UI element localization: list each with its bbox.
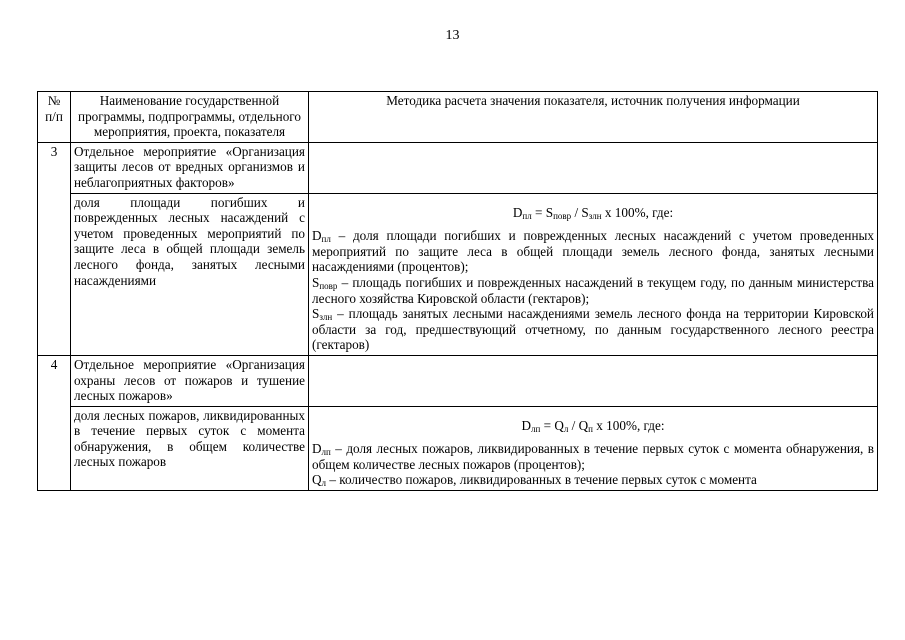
def-symbol: D bbox=[312, 441, 322, 457]
formula-denominator-sub: злн bbox=[588, 210, 602, 221]
table-row-activity bbox=[38, 142, 878, 193]
activity-method-empty bbox=[309, 355, 878, 406]
indicator-method bbox=[309, 406, 878, 491]
formula-definitions bbox=[312, 228, 874, 353]
def-symbol: S bbox=[312, 306, 320, 322]
table-header-row bbox=[38, 92, 878, 143]
formula-numerator: = S bbox=[531, 204, 554, 220]
indicator-methodology-table bbox=[37, 91, 878, 491]
page-number: 13 bbox=[445, 28, 460, 43]
formula-tail: x 100%, где: bbox=[592, 417, 665, 433]
definition bbox=[312, 441, 874, 472]
formula bbox=[312, 205, 874, 221]
formula-lhs: D bbox=[512, 204, 523, 220]
formula-numerator-sub: повр bbox=[553, 210, 572, 221]
formula-denominator: / S bbox=[571, 204, 589, 220]
def-symbol-sub: повр bbox=[319, 280, 338, 291]
header-number-text: № п/п bbox=[45, 93, 63, 124]
formula-numerator: = Q bbox=[540, 417, 564, 433]
definition bbox=[312, 472, 874, 488]
def-symbol-sub: лп bbox=[321, 447, 331, 458]
indicator-name: доля лесных пожаров, ликвидированных в течение первых суток с момента обнаружения, в общем количестве лесных пожаров bbox=[71, 406, 309, 491]
formula-lhs-sub: лп bbox=[531, 423, 541, 434]
def-text: – площадь погибших и поврежденных насаждений в текущем году, по данным министерства лесного хозяйства Кировской области (гектаров); bbox=[312, 274, 874, 306]
row-number: 3 bbox=[38, 142, 71, 355]
header-name: Наименование государственной программы, подпрограммы, отдельного мероприятия, проекта, показателя bbox=[71, 92, 309, 143]
def-symbol-sub: злн bbox=[319, 312, 333, 323]
formula-denominator-sub: п bbox=[588, 423, 593, 434]
def-symbol: Q bbox=[312, 472, 322, 488]
formula-numerator-sub: л bbox=[563, 423, 569, 434]
def-text: – доля площади погибших и поврежденных лесных насаждений с учетом проведенных мероприятий по защите леса в общей площади земель лесного фонда, занятых лесными насаждениями (процентов); bbox=[312, 228, 874, 275]
formula-definitions bbox=[312, 441, 874, 488]
def-text: – количество пожаров, ликвидированных в течение первых суток с момента bbox=[326, 472, 757, 488]
definition bbox=[312, 306, 874, 353]
indicator-name: доля площади погибших и поврежденных лесных насаждений с учетом проведенных мероприятий по защите леса в общей площади земель лесного фонда, занятых лесными насаждениями bbox=[71, 193, 309, 355]
def-symbol-sub: пл bbox=[321, 234, 331, 245]
def-symbol-sub: л bbox=[321, 478, 327, 489]
row-number: 4 bbox=[38, 355, 71, 491]
def-symbol: D bbox=[312, 228, 322, 244]
definition bbox=[312, 228, 874, 275]
formula bbox=[312, 418, 874, 434]
def-symbol: S bbox=[312, 274, 320, 290]
indicator-method bbox=[309, 193, 878, 355]
formula-lhs-sub: пл bbox=[522, 210, 532, 221]
activity-method-empty bbox=[309, 142, 878, 193]
table-row-indicator bbox=[38, 406, 878, 491]
activity-name: Отдельное мероприятие «Организация охраны лесов от пожаров и тушение лесных пожаров» bbox=[71, 355, 309, 406]
table-row-indicator bbox=[38, 193, 878, 355]
formula-lhs: D bbox=[521, 417, 531, 433]
table-row-activity bbox=[38, 355, 878, 406]
activity-name: Отдельное мероприятие «Организация защиты лесов от вредных организмов и неблагоприятных факторов» bbox=[71, 142, 309, 193]
def-text: – доля лесных пожаров, ликвидированных в течение первых суток с момента обнаружения, в общем количестве лесных пожаров (процентов); bbox=[312, 441, 874, 472]
header-method: Методика расчета значения показателя, источник получения информации bbox=[309, 92, 878, 143]
formula-denominator: / Q bbox=[568, 417, 589, 433]
definition bbox=[312, 275, 874, 306]
header-number bbox=[38, 92, 71, 143]
formula-tail: x 100%, где: bbox=[601, 204, 674, 220]
def-text: – площадь занятых лесными насаждениями земель лесного фонда на территории Кировской области за год, предшествующий отчетному, по данным государственного лесного реестра (гектаров) bbox=[312, 306, 874, 353]
